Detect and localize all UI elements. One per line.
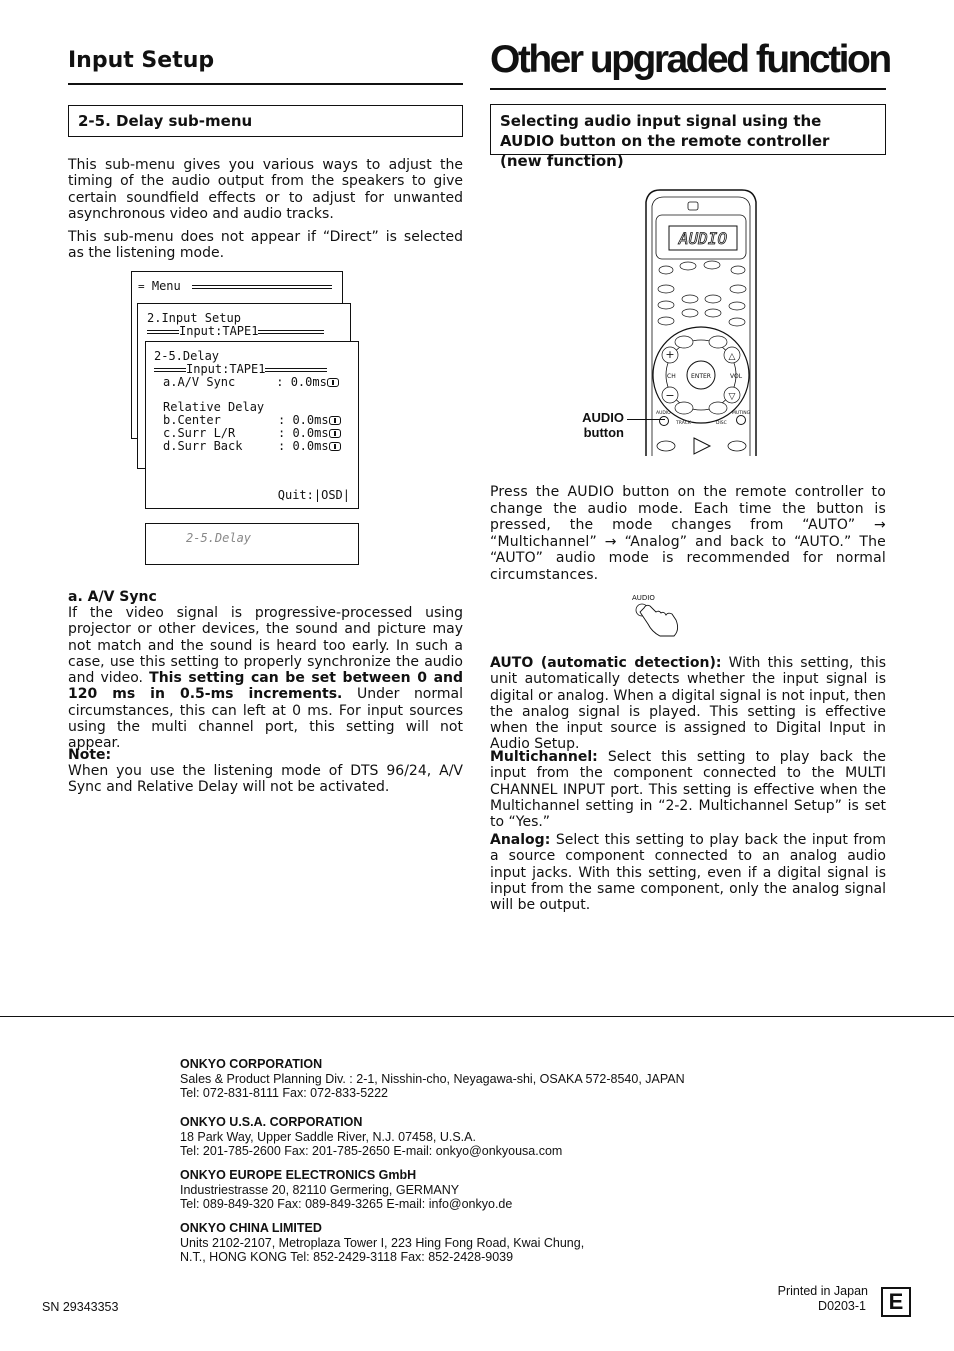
corp-contact: N.T., HONG KONG Tel: 852-2429-3118 Fax: 852-2428-9039: [180, 1250, 514, 1264]
corp-address: Sales & Product Planning Div. : 2-1, Nisshin-cho, Neyagawa-shi, OSAKA 572-8540, JAPAN: [180, 1071, 685, 1086]
osd-quit-hint: Quit:|OSD|: [277, 488, 350, 502]
audio-description: Press the AUDIO button on the remote controller to change the audio mode. Each time the button is pressed, the mode changes from “AUTO” → “Multichannel” → “Analog” and back to “AUTO.” The “AUTO” audio mode is recommended for normal circumstances.: [490, 484, 886, 583]
front-panel-display: [145, 523, 359, 565]
corp-block-usa: [180, 1115, 780, 1159]
analog-description: [490, 832, 886, 913]
speaker-icon: [329, 416, 341, 425]
svg-text:AUDIO: AUDIO: [656, 411, 671, 416]
auto-label: AUTO (automatic detection):: [490, 655, 722, 671]
remote-controller-icon: [640, 188, 762, 456]
osd-center-value: : 0.0ms: [278, 413, 329, 427]
corp-name: ONKYO U.S.A. CORPORATION: [180, 1115, 363, 1129]
corp-contact: Tel: 072-831-8111 Fax: 072-833-5222: [180, 1086, 389, 1100]
corp-address: Units 2102-2107, Metroplaza Tower I, 223 Hing Fong Road, Kwai Chung,: [180, 1235, 585, 1250]
audio-callout-line: [627, 419, 665, 420]
corp-contact: Tel: 201-785-2600 Fax: 201-785-2650 E-mail: onkyo@onkyousa.com: [180, 1144, 563, 1158]
svg-text:TRACK: TRACK: [676, 421, 691, 426]
auto-text: With this setting, this unit automatically detects whether the input signal is digital or analog. When a digital signal is not input, then the analog signal is played. This setting is effective when the input source is assigned to Digital Input in Audio Setup.: [490, 655, 887, 753]
auto-description: [490, 655, 886, 753]
intro-paragraph-2: This sub-menu does not appear if “Direct” is selected as the listening mode.: [68, 229, 463, 262]
note-heading: Note:: [68, 747, 112, 763]
osd-surr-lr-label: c.Surr L/R: [163, 426, 236, 440]
svg-text:△: △: [728, 352, 736, 362]
svg-text:MUTING: MUTING: [732, 411, 751, 416]
osd-delay-title: 2-5.Delay: [154, 349, 220, 363]
osd-surr-back-value: : 0.0ms: [278, 439, 329, 453]
osd-av-sync-value: : 0.0ms: [276, 375, 327, 389]
osd-screen-menu: = Menu: [131, 271, 343, 439]
speaker-icon: [327, 378, 339, 387]
speaker-icon: [329, 429, 341, 438]
av-sync-heading: a. A/V Sync: [68, 589, 157, 605]
audio-button-callout: AUDIO button: [582, 410, 624, 440]
corp-address: Industriestrasse 20, 82110 Germering, GERMANY: [180, 1182, 460, 1197]
corp-block-europe: [180, 1168, 780, 1212]
corp-name: ONKYO EUROPE ELECTRONICS GmbH: [180, 1168, 417, 1182]
serial-number: SN 29343353: [42, 1300, 119, 1314]
corp-contact: Tel: 089-849-320 Fax: 089-849-3265 E-mail: info@onkyo.de: [180, 1197, 513, 1211]
corp-address: 18 Park Way, Upper Saddle River, N.J. 07458, U.S.A.: [180, 1129, 476, 1144]
av-sync-text-2: Under normal circumstances, this can left at 0 ms. For input sources using the multi channel port, this setting will not appear.: [68, 686, 463, 752]
av-sync-text-1: If the video signal is progressive-processed using projector or other devices, the sound and picture may not match and the sound is heard too early. In such a case, use this setting to properly synchronize the audio and video.: [68, 605, 463, 687]
page-title-rule: [490, 88, 886, 90]
osd-surr-lr-value: : 0.0ms: [278, 426, 329, 440]
page-title: Other upgraded function: [490, 38, 890, 81]
hand-icon-label: AUDIO: [632, 594, 655, 602]
multichannel-description: [490, 749, 886, 830]
corp-block-japan: [180, 1057, 780, 1101]
corp-block-china: [180, 1221, 780, 1265]
analog-text: Select this setting to play back the input from a source component connected to an analog audio input jacks. With this setting, even if a digital signal is input from the same component, only the analog signal will be output.: [490, 832, 886, 914]
hand-press-audio-icon: [626, 592, 686, 640]
svg-text:−: −: [665, 389, 675, 402]
osd-surr-back-label: d.Surr Back: [163, 439, 243, 453]
osd-relative-delay: Relative Delay: [163, 400, 265, 414]
document-code: D0203-1: [818, 1299, 866, 1313]
osd-delay-input: Input:TAPE1: [186, 362, 266, 376]
language-badge: E: [881, 1287, 911, 1317]
remote-display-text: AUDIO: [678, 229, 728, 248]
multichannel-label: Multichannel:: [490, 749, 598, 765]
title-rule: [68, 83, 463, 85]
osd-screen-delay: [145, 341, 359, 509]
osd-menu-label: Menu: [151, 279, 181, 293]
footer-rule: [0, 1016, 954, 1017]
speaker-icon: [329, 442, 341, 451]
osd-input-setup-title: 2.Input Setup: [147, 311, 241, 325]
corp-name: ONKYO CORPORATION: [180, 1057, 323, 1071]
section-title: Input Setup: [68, 48, 215, 73]
svg-text:▽: ▽: [728, 392, 736, 402]
svg-text:ENTER: ENTER: [691, 373, 711, 380]
corp-name: ONKYO CHINA LIMITED: [180, 1221, 322, 1235]
subsection-title: 2-5. Delay sub-menu: [68, 105, 463, 137]
osd-av-sync-label: a.A/V Sync: [163, 375, 236, 389]
osd-center-label: b.Center: [163, 413, 221, 427]
intro-paragraph-1: This sub-menu gives you various ways to adjust the timing of the audio output from the speakers to give certain soundfield effects or to adjust for unwanted asynchronous video and audio tracks.: [68, 157, 463, 222]
svg-text:VOL: VOL: [730, 373, 743, 380]
svg-text:DISC: DISC: [716, 421, 727, 426]
right-subsection-title: Selecting audio input signal using the AUDIO button on the remote controller (new function): [490, 104, 886, 155]
analog-label: Analog:: [490, 832, 551, 848]
svg-text:+: +: [665, 348, 675, 361]
note-text: When you use the listening mode of DTS 96/24, A/V Sync and Relative Delay will not be activated.: [68, 763, 463, 796]
svg-text:CH: CH: [667, 373, 676, 380]
front-display-text: 2-5.Delay: [186, 531, 252, 545]
multichannel-text: Select this setting to play back the input from the component connected to the MULTI CHANNEL INPUT port. This setting is effective when the Multichannel setting in “2-2. Multichannel Setup” is set to “Yes.”: [490, 749, 886, 831]
osd-input-setup-input: Input:TAPE1: [179, 324, 259, 338]
printed-in: Printed in Japan: [777, 1284, 868, 1298]
remote-controller-illustration: [640, 188, 762, 456]
av-sync-description: [68, 605, 463, 752]
av-sync-text-bold: This setting can be set between 0 and 120 ms in 0.5-ms increments.: [68, 670, 464, 703]
